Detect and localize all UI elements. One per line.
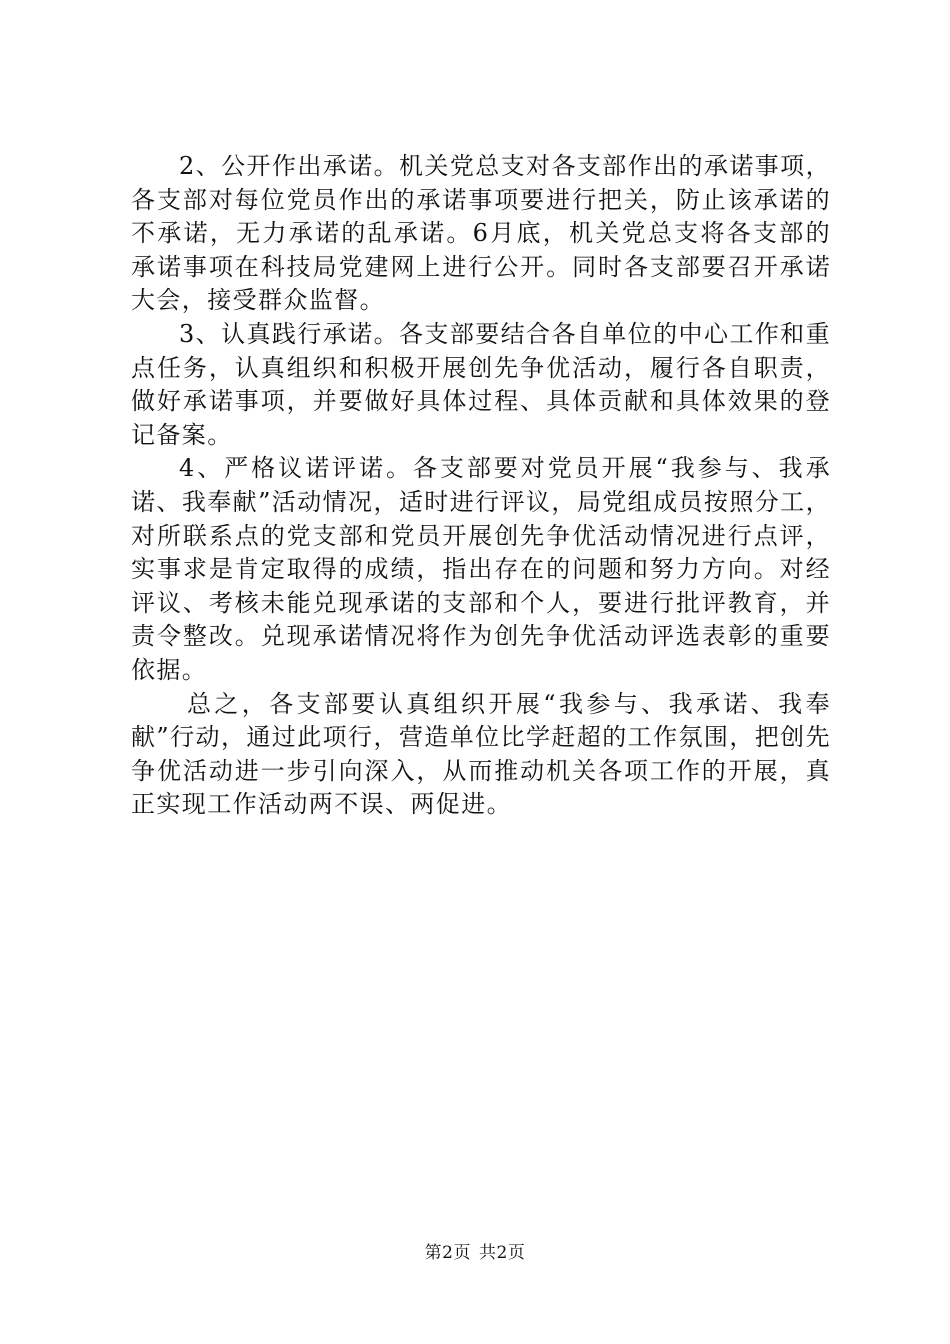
page-total: 共2页 <box>479 1243 526 1263</box>
paragraph-item-4: 4、严格议诺评诺。各支部要对党员开展“我参与、我承诺、我奉献”活动情况，适时进行评议，局党组成员按照分工，对所联系点的党支部和党员开展创先争优活动情况进行点评，实事求是肯定取得的成绩，指出存在的问题和努力方向。对经评议、考核未能兑现承诺的支部和个人，要进行批评教育，并责令整改。兑现承诺情况将作为创先争优活动评选表彰的重要依据。 <box>131 454 831 684</box>
document-body <box>131 150 831 822</box>
page-footer <box>0 1241 950 1265</box>
paragraph-item-2: 2、公开作出承诺。机关党总支对各支部作出的承诺事项，各支部对每位党员作出的承诺事项要进行把关，防止该承诺的不承诺，无力承诺的乱承诺。6月底，机关党总支将各支部的承诺事项在科技局党建网上进行公开。同时各支部要召开承诺大会，接受群众监督。 <box>131 152 831 315</box>
page-number: 第2页 <box>424 1243 471 1263</box>
paragraph-item-3: 3、认真践行承诺。各支部要结合各自单位的中心工作和重点任务，认真组织和积极开展创先争优活动，履行各自职责，做好承诺事项，并要做好具体过程、具体贡献和具体效果的登记备案。 <box>131 319 831 449</box>
paragraph-summary: 总之，各支部要认真组织开展“我参与、我承诺、我奉献”行动，通过此项行，营造单位比学赶超的工作氛围，把创先争优活动进一步引向深入，从而推动机关各项工作的开展，真正实现工作活动两不误、两促进。 <box>131 689 831 819</box>
